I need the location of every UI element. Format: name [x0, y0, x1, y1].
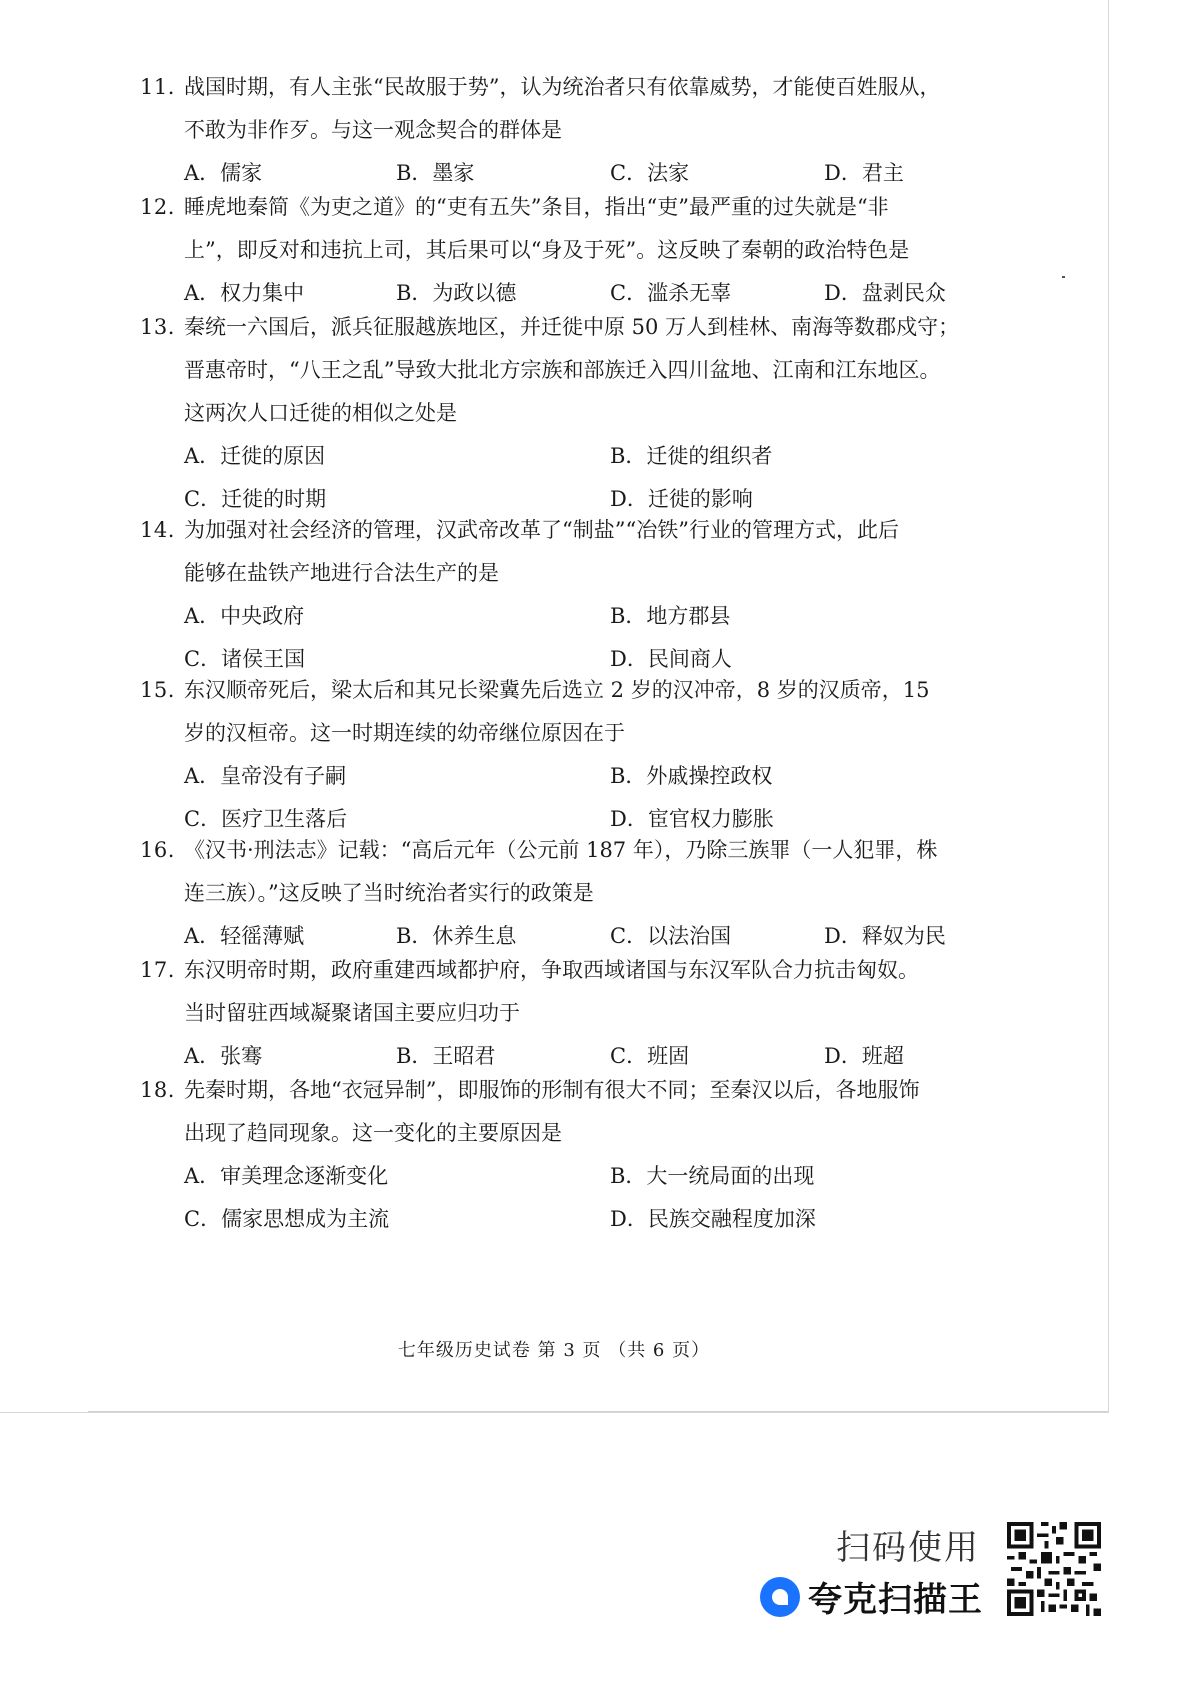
question-number: 13.	[140, 315, 175, 339]
question-line: 晋惠帝时，“八王之乱”导致大批北方宗族和部族迁入四川盆地、江南和江东地区。	[184, 358, 941, 382]
options-row	[184, 1198, 1000, 1241]
option-d: D．民族交融程度加深	[610, 1207, 816, 1231]
scanner-watermark	[760, 1520, 1000, 1620]
question-line: 《汉书·刑法志》记载：“高后元年（公元前 187 年），乃除三族罪（一人犯罪，株	[184, 838, 938, 862]
scan-label: 扫码使用	[836, 1528, 980, 1568]
question-line: 出现了趋同现象。这一变化的主要原因是	[184, 1121, 562, 1145]
option-c: C．以法治国	[610, 924, 732, 948]
option-c: C．医疗卫生落后	[184, 807, 348, 831]
question-number: 18.	[140, 1078, 175, 1102]
question-line: 连三族）。”这反映了当时统治者实行的政策是	[184, 881, 594, 905]
option-d: D．班超	[824, 1044, 904, 1068]
option-c: C．迁徙的时期	[184, 487, 327, 511]
question-line: 秦统一六国后，派兵征服越族地区，并迁徙中原 50 万人到桂林、南海等数郡戍守；	[184, 315, 960, 339]
option-c: C．诸侯王国	[184, 647, 306, 671]
question-line: 上”，即反对和违抗上司，其后果可以“身及于死”。这反映了秦朝的政治特色是	[184, 238, 910, 262]
question-number: 15.	[140, 678, 175, 702]
page-footer: 七年级历史试卷 第 3 页 （共 6 页）	[397, 1340, 711, 1361]
option-b: B．大一统局面的出现	[610, 1164, 815, 1188]
page-edge	[88, 1411, 1108, 1412]
question-line: 岁的汉桓帝。这一时期连续的幼帝继位原因在于	[184, 721, 625, 745]
question-18	[140, 1069, 1000, 1241]
options-row	[184, 435, 1000, 478]
option-a: A．审美理念逐渐变化	[184, 1164, 389, 1188]
option-d: D．迁徙的影响	[610, 487, 753, 511]
scan-speck	[1062, 276, 1065, 278]
option-b: B．外戚操控政权	[610, 764, 773, 788]
option-a: A．轻徭薄赋	[184, 924, 305, 948]
question-line: 当时留驻西域凝聚诸国主要应归功于	[184, 1001, 520, 1025]
option-b: B．为政以德	[396, 281, 517, 305]
question-line: 这两次人口迁徙的相似之处是	[184, 401, 457, 425]
option-b: B．迁徙的组织者	[610, 444, 773, 468]
question-line: 睡虎地秦简《为吏之道》的“吏有五失”条目，指出“吏”最严重的过失就是“非	[184, 195, 889, 219]
question-14	[140, 509, 1000, 681]
option-b: B．休养生息	[396, 924, 517, 948]
option-b: B．墨家	[396, 161, 475, 185]
question-13	[140, 306, 1000, 521]
option-c: C．法家	[610, 161, 690, 185]
option-d: D．释奴为民	[824, 924, 946, 948]
brand-row	[760, 1572, 983, 1621]
options-row	[184, 595, 1000, 638]
question-line: 东汉明帝时期，政府重建西域都护府，争取西域诸国与东汉军队合力抗击匈奴。	[184, 958, 919, 982]
option-b: B．王昭君	[396, 1044, 496, 1068]
option-a: A．权力集中	[184, 281, 305, 305]
question-number: 14.	[140, 518, 175, 542]
option-b: B．地方郡县	[610, 604, 731, 628]
question-number: 11.	[140, 75, 175, 99]
option-a: A．迁徙的原因	[184, 444, 326, 468]
option-d: D．宦官权力膨胀	[610, 807, 774, 831]
option-a: A．张骞	[184, 1044, 263, 1068]
question-line: 能够在盐铁产地进行合法生产的是	[184, 561, 499, 585]
question-line: 东汉顺帝死后，梁太后和其兄长梁冀先后选立 2 岁的汉冲帝，8 岁的汉质帝，15	[184, 678, 930, 702]
option-d: D．君主	[824, 161, 904, 185]
question-17	[140, 949, 1000, 1078]
question-line: 先秦时期，各地“衣冠异制”，即服饰的形制有很大不同；至秦汉以后，各地服饰	[184, 1078, 920, 1102]
option-a: A．皇帝没有子嗣	[184, 764, 347, 788]
question-number: 17.	[140, 958, 175, 982]
question-11	[140, 66, 1000, 195]
question-line: 战国时期，有人主张“民故服于势”，认为统治者只有依靠威势，才能使百姓服从，	[184, 75, 941, 99]
question-16	[140, 829, 1000, 958]
question-line: 为加强对社会经济的管理，汉武帝改革了“制盐”“冶铁”行业的管理方式，此后	[184, 518, 899, 542]
option-c: C．儒家思想成为主流	[184, 1207, 390, 1231]
option-d: D．盘剥民众	[824, 281, 946, 305]
question-number: 16.	[140, 838, 175, 862]
option-c: C．滥杀无辜	[610, 281, 732, 305]
option-c: C．班固	[610, 1044, 690, 1068]
option-a: A．中央政府	[184, 604, 305, 628]
options-row	[184, 755, 1000, 798]
options-row	[184, 1155, 1000, 1198]
question-line: 不敢为非作歹。与这一观念契合的群体是	[184, 118, 562, 142]
option-a: A．儒家	[184, 161, 263, 185]
quark-logo-icon	[760, 1577, 800, 1617]
brand-name: 夸克扫描王	[808, 1580, 983, 1620]
question-number: 12.	[140, 195, 175, 219]
qr-code-icon[interactable]	[1007, 1522, 1101, 1616]
question-12	[140, 186, 1000, 315]
question-15	[140, 669, 1000, 841]
option-d: D．民间商人	[610, 647, 732, 671]
